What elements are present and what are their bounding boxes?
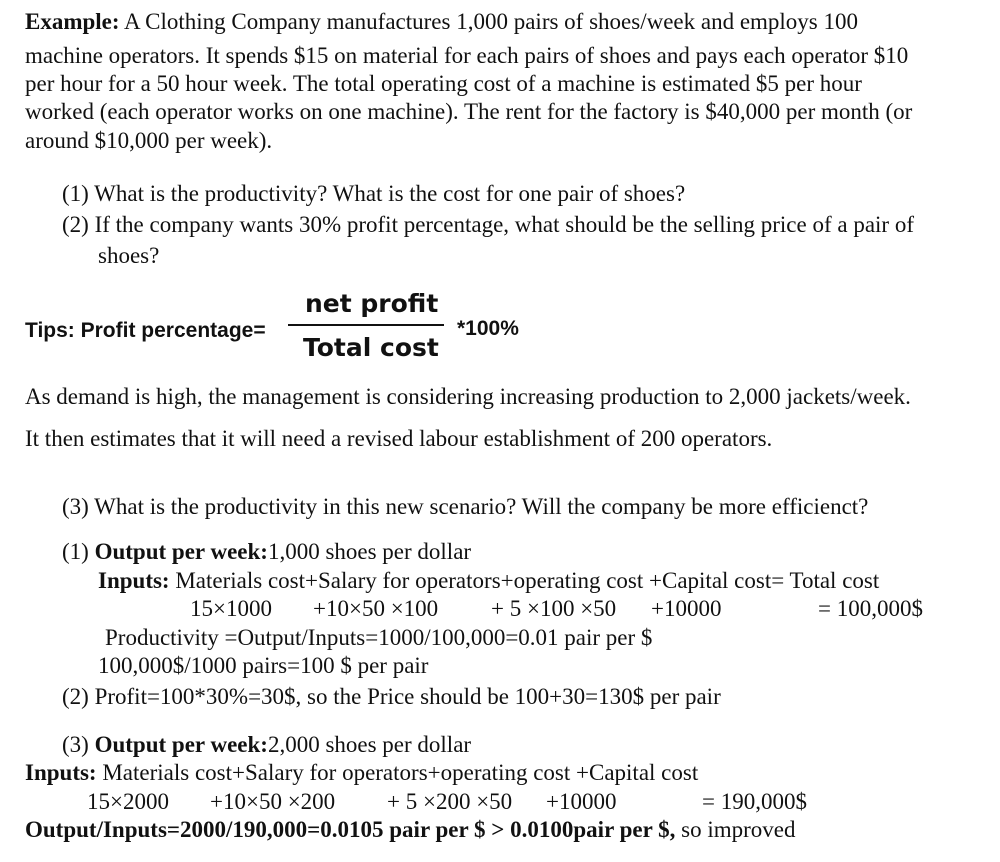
output-label: Output per week:: [94, 539, 268, 564]
inputs-text: Materials cost+Salary for operators+operating cost +Capital cost: [96, 760, 699, 785]
calc-term: +10×50 ×200: [210, 789, 336, 814]
example-line: machine operators. It spends $15 on material for each pairs of shoes and pays each operator $10: [25, 43, 909, 68]
example-line: per hour for a 50 hour week. The total operating cost of a machine is estimated $5 per hour: [25, 71, 862, 96]
inputs-label: Inputs:: [25, 760, 97, 785]
output-label: Output per week:: [94, 732, 268, 757]
question-2: (2) If the company wants 30% profit percentage, what should be the selling price of a pair of: [62, 212, 914, 237]
tips-label: Tips: Profit percentage=: [25, 319, 266, 342]
conclusion-bold: Output/Inputs=2000/190,000=0.0105 pair per $ > 0.0100pair per $,: [25, 817, 676, 842]
calc-total: = 100,000$: [818, 596, 923, 621]
calc-term: + 5 ×200 ×50: [387, 789, 513, 814]
calc-total: = 190,000$: [702, 789, 807, 814]
inputs-text: Materials cost+Salary for operators+operating cost +Capital cost= Total cost: [169, 568, 880, 593]
cost-per-pair-line: 100,000$/1000 pairs=100 $ per pair: [98, 653, 429, 678]
answer-number: (3): [62, 732, 95, 757]
fraction-bar: [288, 324, 444, 326]
calc-term: +10000: [546, 789, 617, 814]
example-label: Example:: [25, 9, 120, 34]
question-2-continued: shoes?: [98, 243, 160, 268]
question-1: (1) What is the productivity? What is the cost for one pair of shoes?: [62, 181, 686, 206]
calc-term: 15×1000: [190, 596, 272, 621]
example-line: A Clothing Company manufactures 1,000 pairs of shoes/week and employs 100: [119, 9, 859, 34]
inputs-label: Inputs:: [98, 568, 170, 593]
scenario-line: As demand is high, the management is considering increasing production to 2,000 jackets/week.: [25, 384, 911, 409]
question-3: (3) What is the productivity in this new scenario? Will the company be more efficienct?: [62, 494, 869, 519]
formula-numerator: net profit: [305, 289, 439, 318]
answer-number: (1): [62, 539, 95, 564]
calc-term: + 5 ×100 ×50: [491, 596, 617, 621]
scenario-line: It then estimates that it will need a revised labour establishment of 200 operators.: [25, 426, 773, 451]
productivity-line: Productivity =Output/Inputs=1000/100,000=0.01 pair per $: [105, 625, 653, 650]
output-text: 1,000 shoes per dollar: [267, 539, 472, 564]
conclusion-rest: so improved: [675, 817, 796, 842]
output-text: 2,000 shoes per dollar: [267, 732, 472, 757]
formula-suffix: *100%: [457, 317, 519, 340]
calc-term: +10000: [651, 596, 722, 621]
calc-term: 15×2000: [87, 789, 169, 814]
calc-term: +10×50 ×100: [313, 596, 439, 621]
example-line: around $10,000 per week).: [25, 128, 273, 153]
answer-2: (2) Profit=100*30%=30$, so the Price should be 100+30=130$ per pair: [62, 684, 721, 709]
formula-denominator: Total cost: [303, 333, 439, 362]
example-line: worked (each operator works on one machine). The rent for the factory is $40,000 per month (or: [25, 99, 913, 124]
